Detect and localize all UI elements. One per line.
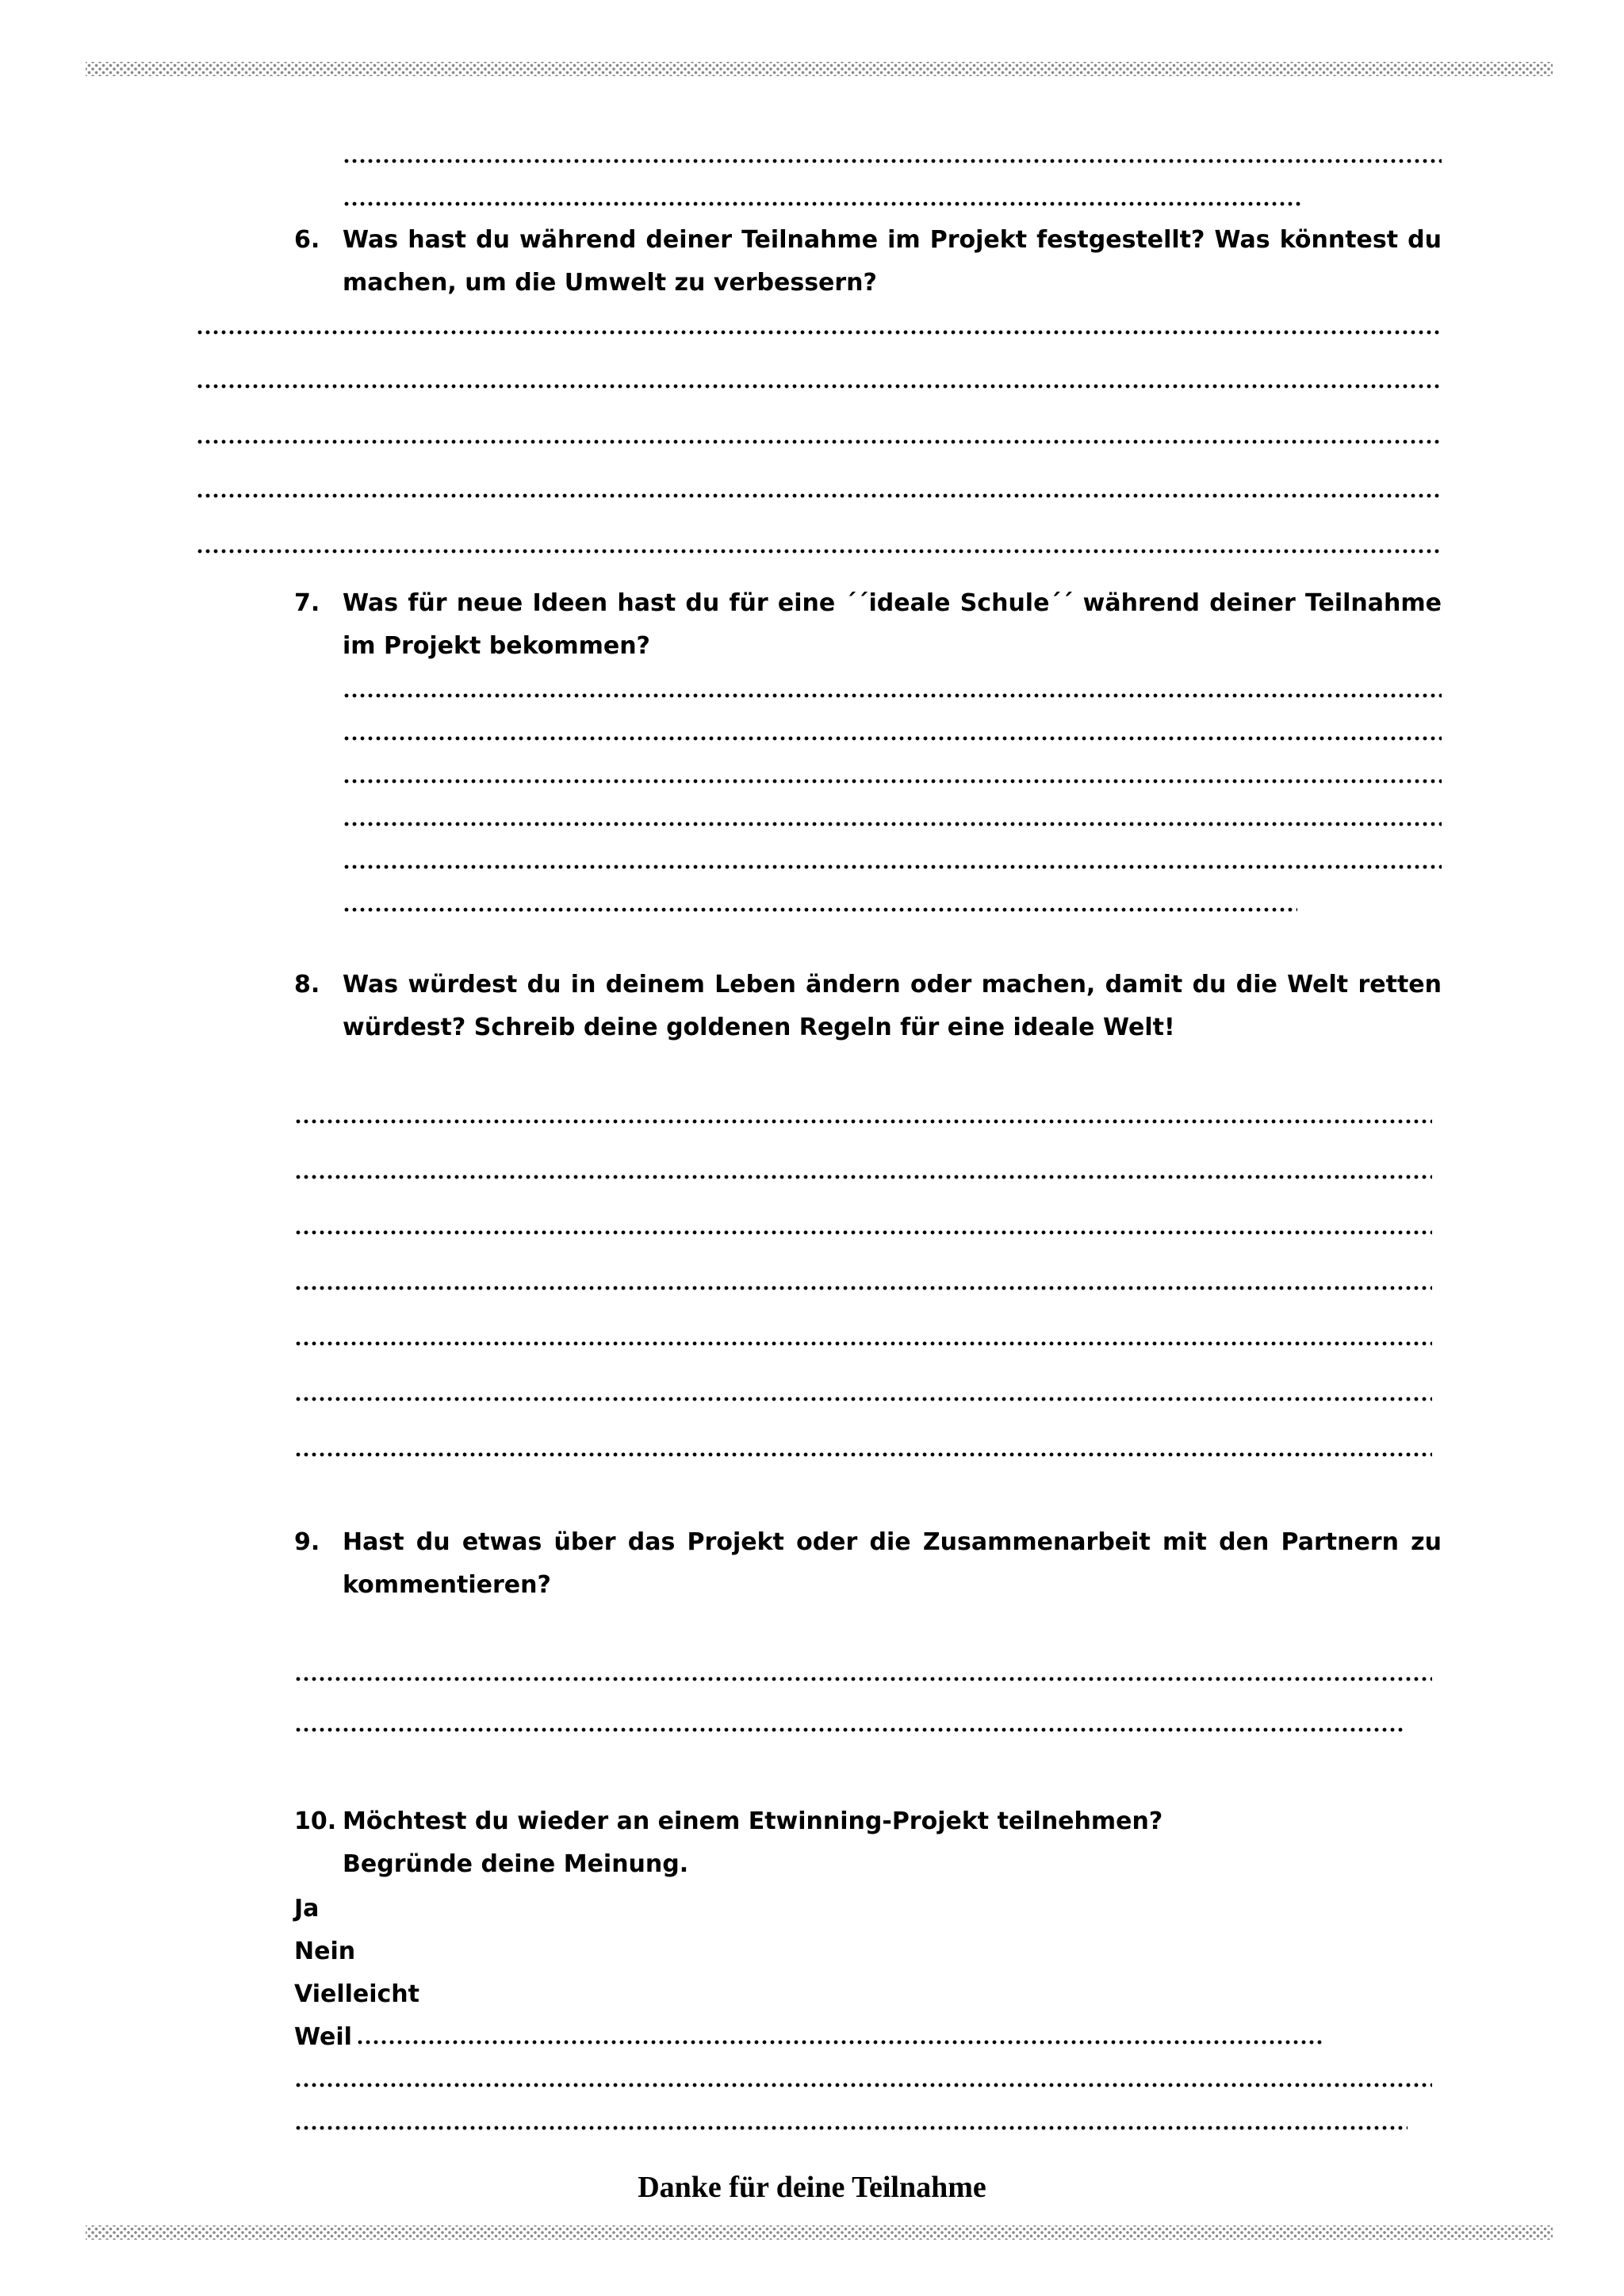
decorative-border-top (86, 62, 1553, 76)
answer-line[interactable] (343, 723, 1442, 742)
question-10-text: Möchtest du wieder an einem Etwinning-Projekt teilnehmen? (343, 1807, 1163, 1835)
answer-line[interactable] (294, 1162, 1432, 1181)
answer-line[interactable] (343, 852, 1442, 871)
answer-line[interactable] (294, 1715, 1403, 1734)
answer-line[interactable] (294, 1664, 1432, 1683)
question-10-number: 10. (294, 1807, 337, 1835)
question-6-number: 6. (294, 226, 320, 254)
answer-line[interactable] (343, 895, 1297, 914)
answer-line[interactable] (196, 317, 1442, 336)
question-6-text: Was hast du während deiner Teilnahme im Projekt festgestellt? Was könntest du machen, um die Umwelt zu verbessern? (343, 226, 1442, 297)
answer-line[interactable] (294, 2070, 1432, 2089)
answer-option-ja[interactable]: Ja (294, 1895, 320, 1922)
closing-text: Danke für deine Teilnahme (638, 2171, 986, 2204)
answer-line[interactable] (294, 1439, 1432, 1458)
decorative-border-bottom (86, 2225, 1553, 2240)
answer-line[interactable] (343, 680, 1442, 700)
answer-line[interactable] (294, 1384, 1432, 1403)
answer-line[interactable] (343, 146, 1442, 165)
question-9-text: Hast du etwas über das Projekt oder die Zusammenarbeit mit den Partnern zu kommentieren? (343, 1528, 1442, 1599)
answer-line[interactable] (294, 1273, 1432, 1292)
question-8-text: Was würdest du in deinem Leben ändern oder machen, damit du die Welt retten würdest? Schreib deine goldenen Regeln für eine ideale Welt! (343, 971, 1442, 1041)
answer-line[interactable] (294, 1106, 1432, 1125)
question-7-number: 7. (294, 589, 320, 617)
reason-label: Weil (294, 2023, 352, 2051)
answer-line[interactable] (196, 536, 1442, 555)
answer-line[interactable] (294, 2113, 1408, 2132)
answer-line[interactable] (356, 2027, 1322, 2046)
answer-line[interactable] (196, 427, 1442, 446)
answer-line[interactable] (343, 809, 1442, 828)
question-8-number: 8. (294, 971, 320, 999)
answer-line[interactable] (343, 189, 1300, 208)
answer-line[interactable] (294, 1328, 1432, 1347)
answer-option-nein[interactable]: Nein (294, 1938, 356, 1965)
answer-line[interactable] (196, 481, 1442, 500)
question-10-subtext: Begründe deine Meinung. (343, 1850, 689, 1878)
answer-option-vielleicht[interactable]: Vielleicht (294, 1980, 419, 2008)
answer-line[interactable] (294, 1217, 1432, 1236)
question-7-text: Was für neue Ideen hast du für eine ´´ideale Schule´´ während deiner Teilnahme im Projekt bekommen? (343, 589, 1442, 660)
answer-line[interactable] (196, 371, 1442, 390)
question-9-number: 9. (294, 1528, 320, 1556)
answer-line[interactable] (343, 766, 1442, 785)
reason-row (294, 2016, 1436, 2059)
